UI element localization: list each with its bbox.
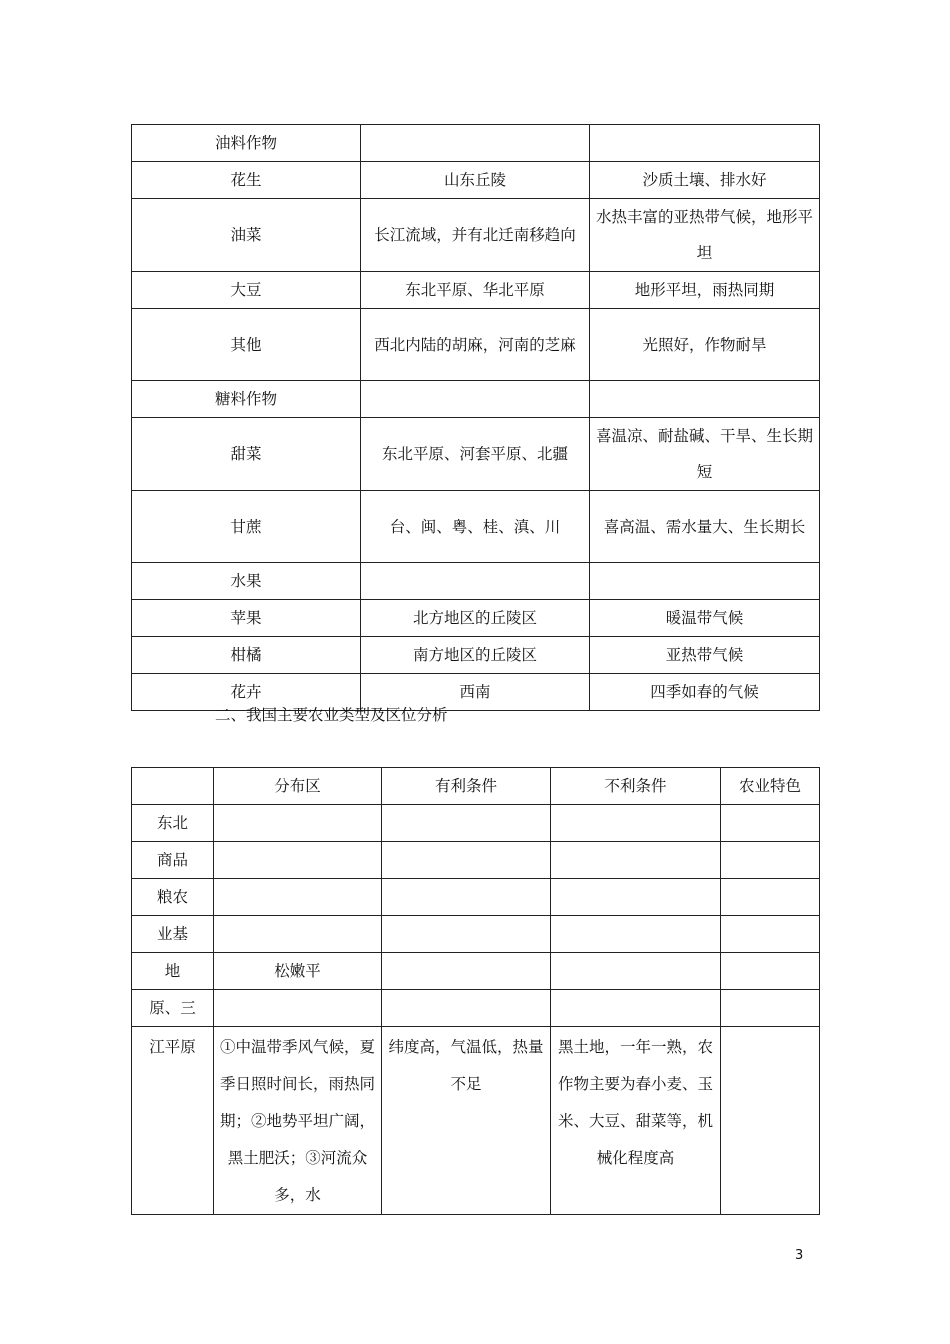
table-cell	[721, 879, 820, 916]
distribution-cell: 台、闽、粤、桂、滇、川	[361, 491, 590, 563]
distribution-cell: 南方地区的丘陵区	[361, 637, 590, 674]
distribution-cell	[361, 563, 590, 600]
crop-name-cell: 花卉	[132, 674, 361, 711]
condition-cell: 沙质土壤、排水好	[590, 162, 820, 199]
condition-cell: 喜高温、需水量大、生长期长	[590, 491, 820, 563]
distribution-cell: 山东丘陵	[361, 162, 590, 199]
condition-cell	[590, 563, 820, 600]
condition-cell: 光照好，作物耐旱	[590, 309, 820, 381]
crop-name-cell: 其他	[132, 309, 361, 381]
region-cell: 东北	[132, 805, 214, 842]
table-cell	[214, 990, 382, 1027]
table-row	[132, 879, 820, 916]
condition-cell: 喜温凉、耐盐碱、干旱、生长期短	[590, 418, 820, 491]
table-row	[132, 916, 820, 953]
table-cell	[214, 916, 382, 953]
table-row	[132, 418, 820, 491]
agriculture-feature-cell	[721, 1027, 820, 1215]
condition-cell: 水热丰富的亚热带气候，地形平坦	[590, 199, 820, 272]
distribution-cell: 东北平原、河套平原、北疆	[361, 418, 590, 491]
unfavorable-conditions-cell: 黑土地，一年一熟，农作物主要为春小麦、玉米、大豆、甜菜等，机械化程度高	[551, 1027, 721, 1215]
condition-cell	[590, 125, 820, 162]
table-cell	[382, 805, 551, 842]
region-cell: 原、三	[132, 990, 214, 1027]
table-cell	[382, 953, 551, 990]
table-cell	[382, 916, 551, 953]
table-row	[132, 1027, 820, 1215]
crop-name-cell: 糖料作物	[132, 381, 361, 418]
table-row	[132, 842, 820, 879]
table-cell: 松嫩平	[214, 953, 382, 990]
condition-cell	[590, 381, 820, 418]
region-cell: 地	[132, 953, 214, 990]
table-row	[132, 125, 820, 162]
distribution-cell	[361, 125, 590, 162]
distribution-cell	[361, 381, 590, 418]
table-cell	[551, 916, 721, 953]
header-cell: 分布区	[214, 768, 382, 805]
region-cell: 业基	[132, 916, 214, 953]
crop-name-cell: 甘蔗	[132, 491, 361, 563]
crop-name-cell: 甜菜	[132, 418, 361, 491]
table-row	[132, 563, 820, 600]
table-cell	[214, 842, 382, 879]
table-row	[132, 805, 820, 842]
table-cell	[551, 805, 721, 842]
region-cell: 商品	[132, 842, 214, 879]
condition-cell: 暖温带气候	[590, 600, 820, 637]
table-cell	[382, 879, 551, 916]
table-cell	[721, 805, 820, 842]
table-row	[132, 309, 820, 381]
table-row	[132, 199, 820, 272]
table-row	[132, 637, 820, 674]
crop-distribution-table	[131, 124, 820, 711]
table-row	[132, 600, 820, 637]
table-cell	[214, 805, 382, 842]
condition-cell: 四季如春的气候	[590, 674, 820, 711]
section-heading: 二、我国主要农业类型及区位分析	[215, 706, 448, 724]
table-cell	[382, 990, 551, 1027]
table-row	[132, 272, 820, 309]
header-cell: 有利条件	[382, 768, 551, 805]
table-cell	[214, 879, 382, 916]
header-cell: 农业特色	[721, 768, 820, 805]
crop-name-cell: 大豆	[132, 272, 361, 309]
table-header-row	[132, 768, 820, 805]
table-cell	[382, 842, 551, 879]
table-row	[132, 953, 820, 990]
table-cell	[551, 990, 721, 1027]
crop-name-cell: 柑橘	[132, 637, 361, 674]
table-row	[132, 990, 820, 1027]
favorable-conditions-cell: 纬度高，气温低，热量不足	[382, 1027, 551, 1215]
table-cell	[551, 842, 721, 879]
distribution-cell: 长江流域，并有北迁南移趋向	[361, 199, 590, 272]
crop-name-cell: 苹果	[132, 600, 361, 637]
region-cell: 粮农	[132, 879, 214, 916]
table-row	[132, 491, 820, 563]
distribution-cell: 西北内陆的胡麻，河南的芝麻	[361, 309, 590, 381]
crop-name-cell: 花生	[132, 162, 361, 199]
table-cell	[551, 879, 721, 916]
table-cell	[721, 953, 820, 990]
crop-name-cell: 水果	[132, 563, 361, 600]
distribution-cell: 北方地区的丘陵区	[361, 600, 590, 637]
table-row	[132, 162, 820, 199]
condition-cell: 亚热带气候	[590, 637, 820, 674]
region-cell: 江平原	[132, 1027, 214, 1215]
header-cell	[132, 768, 214, 805]
table-cell	[721, 916, 820, 953]
crop-name-cell: 油菜	[132, 199, 361, 272]
table-cell	[721, 842, 820, 879]
distribution-cell: 西南	[361, 674, 590, 711]
table-row	[132, 381, 820, 418]
agriculture-type-table	[131, 767, 820, 1215]
distribution-cell: ①中温带季风气候，夏季日照时间长，雨热同期；②地势平坦广阔，黑土肥沃；③河流众多，水	[214, 1027, 382, 1215]
page-number: 3	[795, 1248, 804, 1263]
header-cell: 不利条件	[551, 768, 721, 805]
table-cell	[721, 990, 820, 1027]
crop-name-cell: 油料作物	[132, 125, 361, 162]
table-cell	[551, 953, 721, 990]
condition-cell: 地形平坦，雨热同期	[590, 272, 820, 309]
distribution-cell: 东北平原、华北平原	[361, 272, 590, 309]
